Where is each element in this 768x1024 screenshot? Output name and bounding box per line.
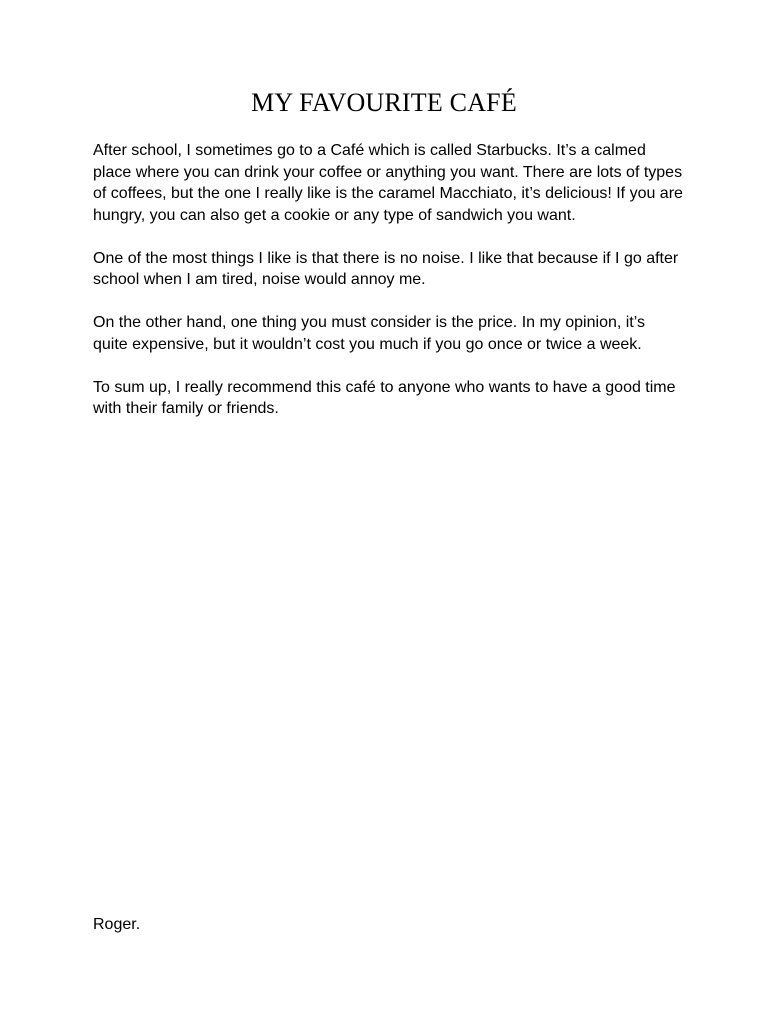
paragraph-intro: After school, I sometimes go to a Café which is called Starbucks. It’s a calmed place where you can drink your coffee or anything you want. There are lots of types of coffees, but the one I really like is the caramel Macchiato, it’s delicious! If you are hungry, you can also get a cookie or any type of sandwich you want. [93, 142, 683, 224]
paragraph-noise: One of the most things I like is that there is no noise. I like that because if I go after school when I am tired, noise would annoy me. [93, 249, 679, 288]
document-body [93, 140, 683, 441]
document-title: MY FAVOURITE CAFÉ [251, 88, 517, 117]
signature: Roger. [93, 916, 141, 933]
paragraph-conclusion: To sum up, I really recommend this café to anyone who wants to have a good time with their family or friends. [93, 378, 676, 417]
paragraph-price: On the other hand, one thing you must consider is the price. In my opinion, it’s quite expensive, but it wouldn’t cost you much if you go once or twice a week. [93, 314, 646, 353]
